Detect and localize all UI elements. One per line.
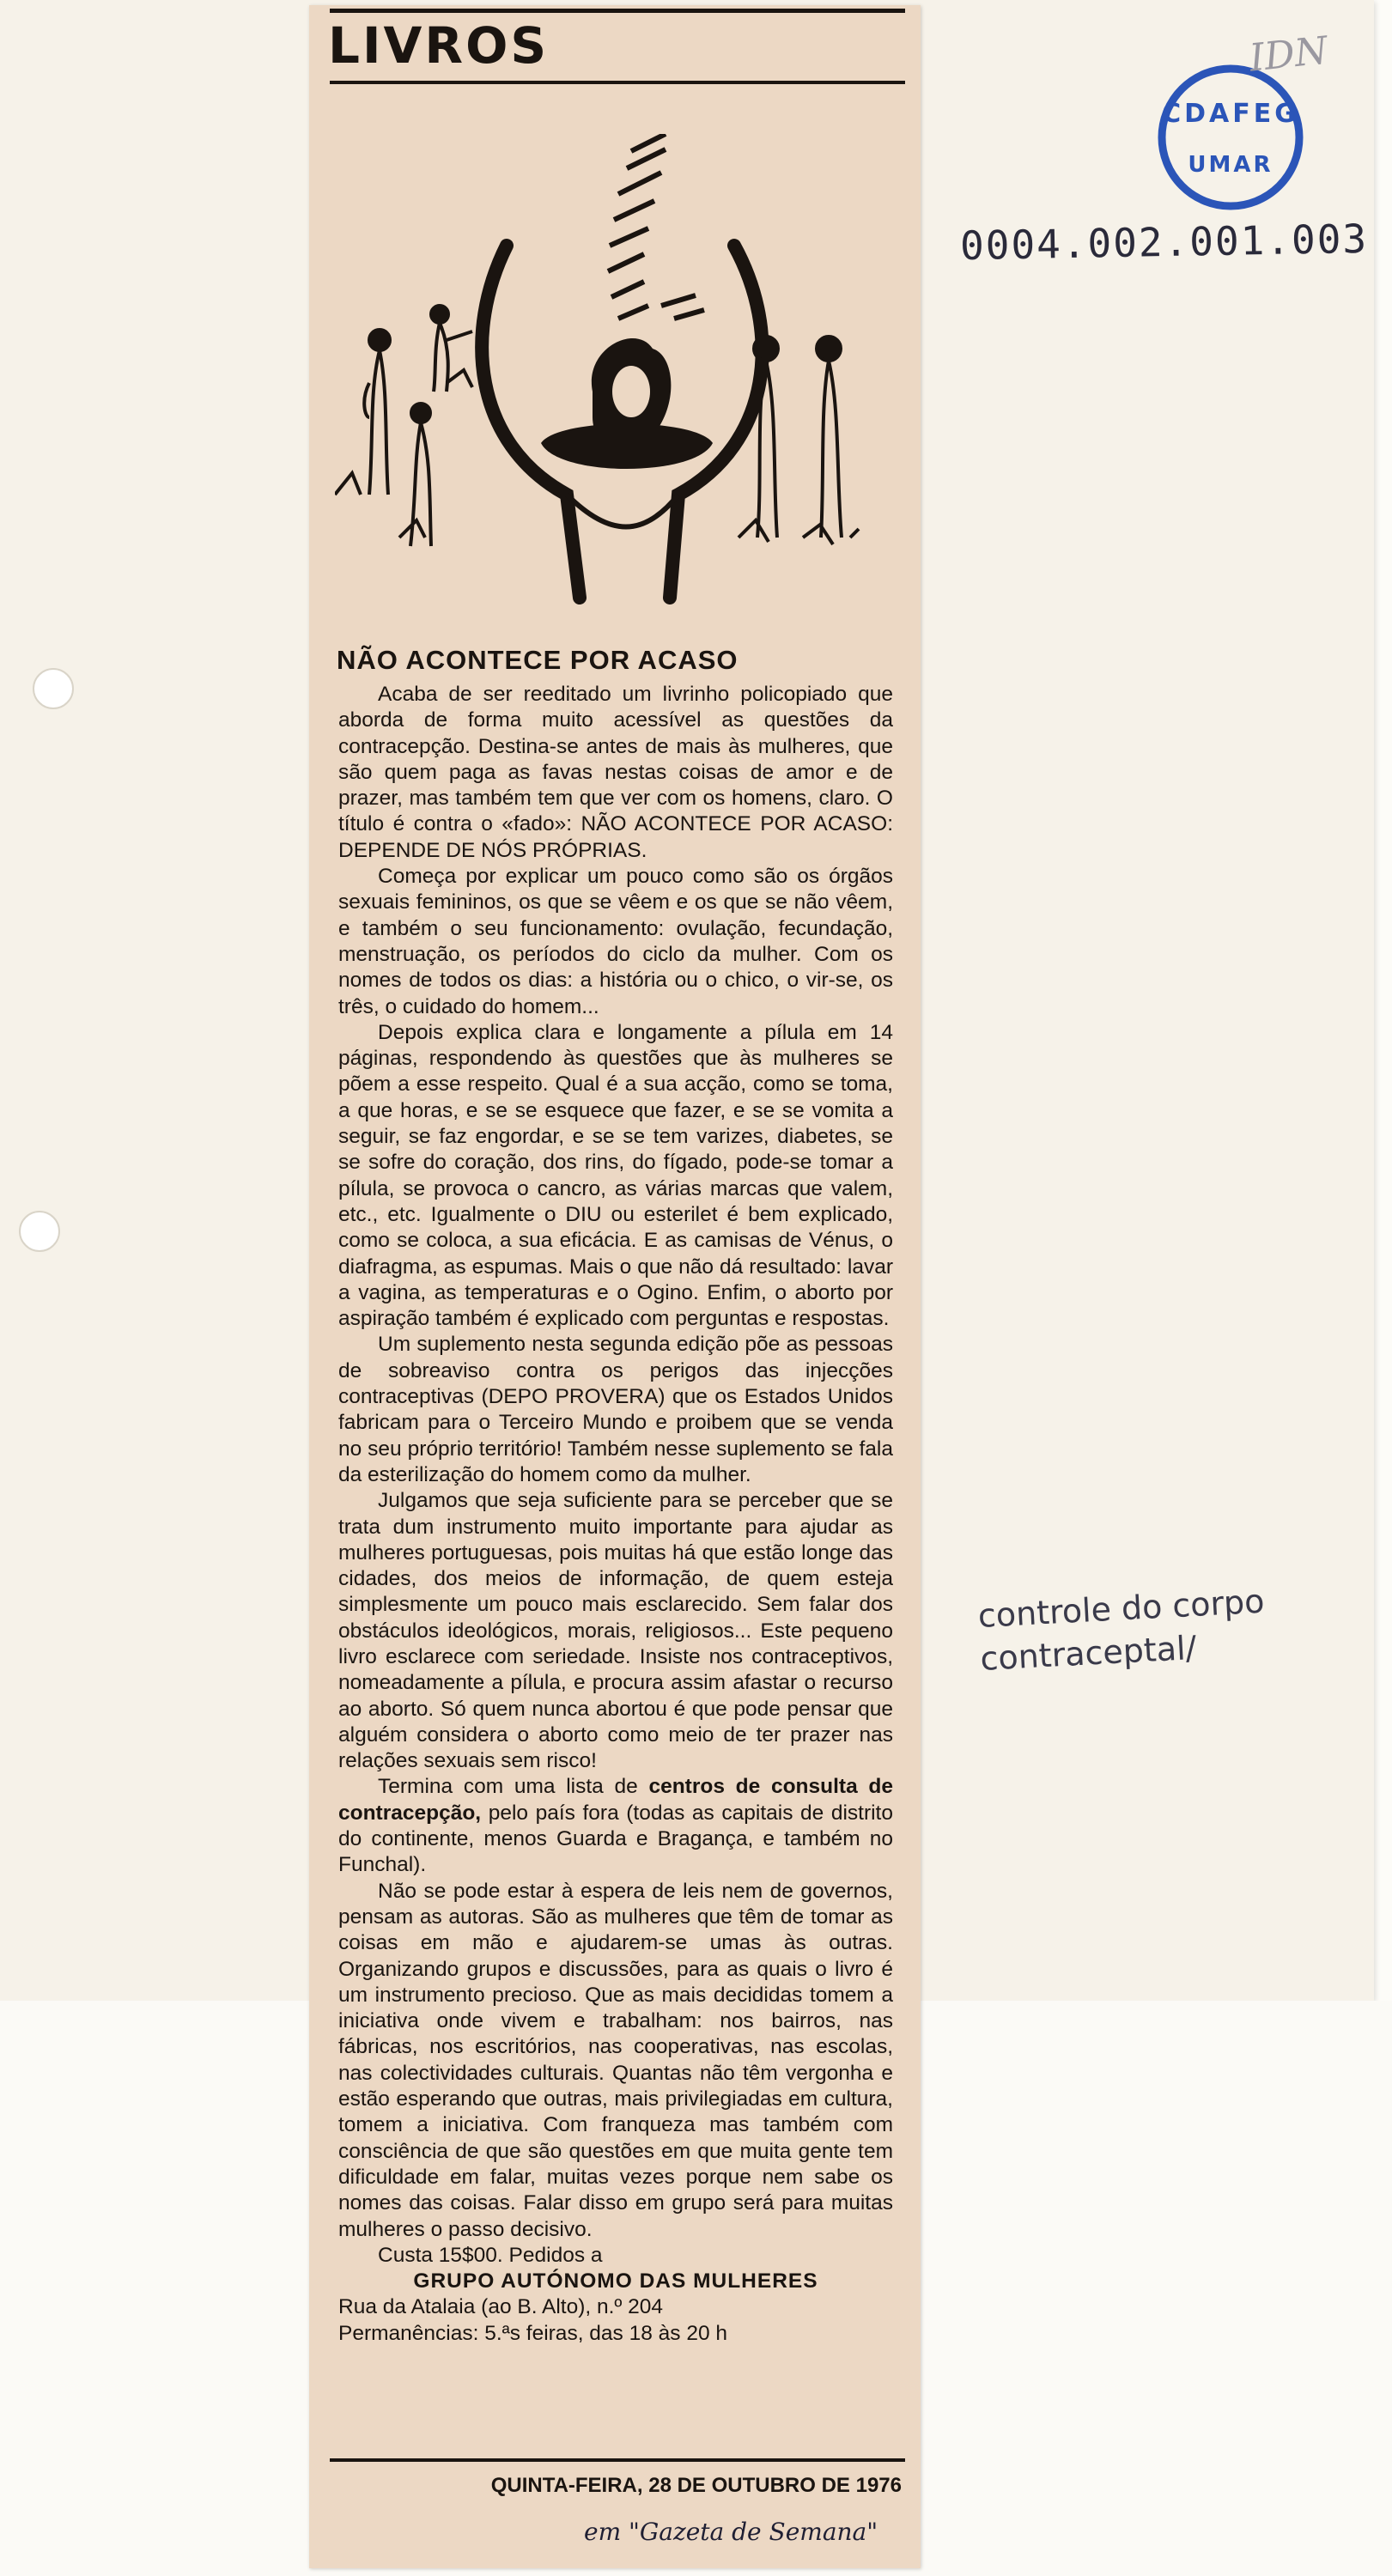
hours-line: Permanências: 5.ªs feiras, das 18 às 20 h <box>338 2321 728 2345</box>
article-body <box>338 682 893 2347</box>
punch-hole <box>19 1211 60 1252</box>
bold-phrase: centros de consulta de contracepção, <box>338 1775 893 1825</box>
note-line: controle do corpo <box>976 1582 1266 1636</box>
archive-reference-number: 0004.002.001.003 <box>959 215 1369 270</box>
price-line: Custa 15$00. Pedidos a <box>378 2243 603 2267</box>
article-paragraph: Começa por explicar um pouco como são os órgãos sexuais femininos, os que se vêem e os que se não vêem, e também o seu funcionamento: ovulação, fecundação, menstruação, os períodos do ciclo da mulher. Com os nomes de todos os dias: a história ou o chico, o vir-se, os três, o cuidado do homem... <box>338 865 893 1018</box>
article-paragraph: Não se pode estar à espera de leis nem de governos, pensam as autoras. São as mulheres que têm de tomar as coisas em mão e ajudarem-se umas às outras. Organizando grupos e discussões, para as quais o livro é um instrumento precioso. Que as mais decididas tomem a iniciativa onde vivem e trabalham: nos bairros, nas fábricas, nos escritórios, nas cooperativas, nas escolas, nas colectividades culturais. Quantas não têm vergonha e estão esperando que outras, mais privilegiadas em cultura, tomem a iniciativa. Com franqueza mas também com consciência de que são questões em que muita gente tem dificuldade em falar, muitas vezes porque nem sabe os nomes das coisas. Falar disso em grupo será para muitas mulheres o passo decisivo. <box>338 1879 893 2241</box>
stamp-text: CDAFEG <box>1162 99 1299 129</box>
organization-name: GRUPO AUTÓNOMO DAS MULHERES <box>413 2269 818 2293</box>
publication-date: QUINTA-FEIRA, 28 DE OUTUBRO DE 1976 <box>490 2474 902 2497</box>
archive-stamp <box>1155 62 1306 213</box>
punch-hole <box>33 668 74 709</box>
illustration <box>335 134 902 615</box>
section-title: LIVROS <box>328 16 550 75</box>
handwritten-source-note: em "Gazeta de Semana" <box>584 2518 878 2546</box>
article-paragraph: Depois explica clara e longamente a pílula em 14 páginas, respondendo às questões que às mulheres se põem a esse respeito. Qual é a sua acção, como se toma, a que horas, e se se esquece que fazer, e se se vomita a seguir, se faz engordar, e se se tem varizes, diabetes, se se sofre do coração, dos rins, do fígado, pode-se tomar a pílula, se provoca o cancro, as várias marcas que valem, etc., etc. Igualmente o DIU ou esterilet é bem explicado, como se coloca, a sua eficácia. E as camisas de Vénus, o diafragma, as espumas. Mais o que não dá resultado: lavar a vagina, as temperaturas e o Ogino. Enfim, o aborto por aspiração também é explicado com perguntas e respostas. <box>338 1020 893 1331</box>
section-top-bar <box>330 9 905 13</box>
article-paragraph <box>338 1774 893 1878</box>
address-line: Rua da Atalaia (ao B. Alto), n.º 204 <box>338 2295 664 2319</box>
handwritten-initials: IDN <box>1247 28 1330 81</box>
stamp-subtext: UMAR <box>1188 152 1273 178</box>
article-paragraph: Um suplemento nesta segunda edição põe as pessoas de sobreaviso contra os perigos das injecções contraceptivas (DEPO PROVERA) que os Estados Unidos fabricam para o Terceiro Mundo e proibem que se venda no seu próprio território! Também nesse suplemento se fala da esterilização do homem como da mulher. <box>338 1333 893 1486</box>
footer-rule <box>330 2458 905 2462</box>
paragraph-text: Termina com uma lista de <box>378 1775 638 1799</box>
section-rule <box>330 81 905 84</box>
newspaper-clipping <box>309 5 921 2568</box>
article-paragraph: Julgamos que seja suficiente para se perceber que se trata dum instrumento muito importante para ajudar as mulheres portuguesas, pois muitas há que estão longe das cidades, dos meios de informação, de quem esteja simplesmente um pouco mais esclarecido. Sem falar dos obstáculos ideológicos, morais, religiosos... Este pequeno livro esclarece com seriedade. Insiste nos contraceptivos, nomeadamente a pílula, e procura assim afastar o recurso ao aborto. Só quem nunca abortou é que pode pensar que alguém considera o aborto como meio de ter prazer nas relações sexuais sem risco! <box>338 1489 893 1773</box>
note-line: contraceptal/ <box>979 1628 1198 1678</box>
article-title: NÃO ACONTECE POR ACASO <box>337 645 739 675</box>
paragraph-text: pelo país fora (todas as capitais de distrito do continente, menos Guarda e Bragança, e também no Funchal). <box>338 1801 893 1877</box>
article-paragraph: Acaba de ser reeditado um livrinho policopiado que aborda de forma muito acessível as questões da contracepção. Destina-se antes de mais às mulheres, que são quem paga as favas nestas coisas de amor e de prazer, mas também tem que ver com os homens, claro. O título é contra o «fado»: NÃO ACONTECE POR ACASO: DEPENDE DE NÓS PRÓPRIAS. <box>338 683 893 862</box>
